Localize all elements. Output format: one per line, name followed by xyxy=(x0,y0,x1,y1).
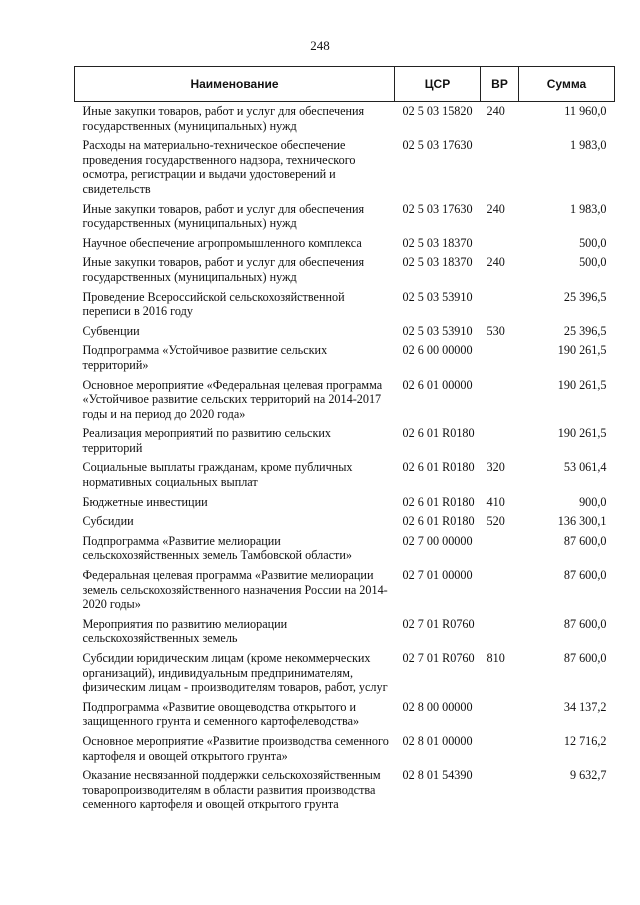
cell-csr: 02 8 01 54390 xyxy=(402,768,473,783)
cell-vr xyxy=(481,343,519,377)
cell-sum: 87 600,0 xyxy=(563,651,607,665)
cell-csr: 02 7 00 00000 xyxy=(402,533,473,548)
cell-csr: 02 5 03 18370 xyxy=(402,255,473,270)
table-row xyxy=(75,568,615,617)
budget-table xyxy=(74,66,615,817)
table-body xyxy=(75,102,615,817)
cell-vr: 410 xyxy=(486,494,505,509)
cell-name: Проведение Всероссийской сельскохозяйственной переписи в 2016 году xyxy=(82,289,345,319)
header-vr: ВР xyxy=(481,67,519,102)
cell-name: Научное обеспечение агропромышленного комплекса xyxy=(82,235,362,250)
cell-name: Субсидии юридическим лицам (кроме некоммерческих организаций), индивидуальным предпринимателям, физическим лицам - производителям товаров, работ, услуг xyxy=(82,651,388,695)
cell-csr: 02 5 03 53910 xyxy=(402,323,473,338)
cell-csr: 02 5 03 17630 xyxy=(402,138,473,153)
table-row xyxy=(75,617,615,651)
cell-vr xyxy=(481,734,519,768)
cell-vr xyxy=(481,768,519,817)
table-row xyxy=(75,138,615,201)
table-row xyxy=(75,324,615,344)
cell-sum: 53 061,4 xyxy=(563,460,607,475)
cell-csr: 02 6 01 R0180 xyxy=(402,494,475,509)
cell-sum: 900,0 xyxy=(579,494,607,509)
cell-name: Подпрограмма «Устойчивое развитие сельских территорий» xyxy=(82,343,328,372)
cell-csr: 02 5 03 53910 xyxy=(402,289,473,304)
cell-csr: 02 6 00 00000 xyxy=(402,343,473,358)
cell-name: Иные закупки товаров, работ и услуг для обеспечения государственных (муниципальных) нужд xyxy=(82,255,365,284)
header-sum: Сумма xyxy=(519,67,615,102)
cell-sum: 1 983,0 xyxy=(569,201,607,216)
cell-sum: 136 300,1 xyxy=(557,514,607,529)
cell-csr: 02 6 01 00000 xyxy=(402,377,473,392)
cell-vr: 240 xyxy=(486,201,505,216)
cell-sum: 11 960,0 xyxy=(564,104,607,118)
cell-vr: 530 xyxy=(486,323,505,338)
cell-sum: 87 600,0 xyxy=(563,533,607,548)
page-number: 248 xyxy=(310,38,330,53)
cell-vr: 810 xyxy=(486,651,505,665)
cell-sum: 500,0 xyxy=(579,255,607,270)
cell-sum: 25 396,5 xyxy=(563,323,607,338)
cell-sum: 9 632,7 xyxy=(569,768,607,783)
cell-vr xyxy=(481,236,519,256)
table-row xyxy=(75,460,615,494)
header-name: Наименование xyxy=(75,67,395,102)
cell-sum: 500,0 xyxy=(579,235,607,250)
cell-vr xyxy=(481,534,519,568)
cell-name: Социальные выплаты гражданам, кроме публичных нормативных социальных выплат xyxy=(82,460,353,490)
cell-csr: 02 5 03 18370 xyxy=(402,235,473,250)
table-row xyxy=(75,236,615,256)
cell-sum: 190 261,5 xyxy=(557,343,607,358)
table-row xyxy=(75,426,615,460)
table-header-row xyxy=(75,67,615,102)
cell-name: Оказание несвязанной поддержки сельскохозяйственным товаропроизводителям в области развития производства семенного картофеля и овощей открытого грунта xyxy=(82,768,381,812)
cell-name: Бюджетные инвестиции xyxy=(82,494,208,509)
cell-csr: 02 7 01 R0760 xyxy=(402,651,475,665)
table-row xyxy=(75,700,615,734)
cell-name: Подпрограмма «Развитие мелиорации сельскохозяйственных земель Тамбовской области» xyxy=(82,533,352,563)
cell-csr: 02 7 01 00000 xyxy=(402,568,473,583)
cell-name: Расходы на материально-техническое обеспечение проведения государственного надзора, технического осмотра, регистрации и выдачи удостоверений и свидетельств xyxy=(82,138,356,196)
cell-name: Реализация мероприятий по развитию сельских территорий xyxy=(82,426,331,455)
cell-sum: 1 983,0 xyxy=(569,138,607,153)
cell-sum: 190 261,5 xyxy=(557,377,607,392)
table-row xyxy=(75,651,615,700)
cell-sum: 25 396,5 xyxy=(563,289,607,304)
table-row xyxy=(75,290,615,324)
table-row xyxy=(75,734,615,768)
cell-vr xyxy=(481,426,519,460)
cell-vr: 240 xyxy=(486,104,505,118)
table-row xyxy=(75,768,615,817)
cell-sum: 87 600,0 xyxy=(563,616,607,631)
cell-csr: 02 8 00 00000 xyxy=(402,699,473,714)
header-csr: ЦСР xyxy=(395,67,481,102)
table-row xyxy=(75,495,615,515)
cell-name: Основное мероприятие «Федеральная целевая программа «Устойчивое развитие сельских территорий на 2014-2017 годы и на период до 2020 года» xyxy=(82,377,383,421)
cell-csr: 02 6 01 R0180 xyxy=(402,514,475,529)
cell-name: Основное мероприятие «Развитие производства семенного картофеля и овощей открытого грунта» xyxy=(82,733,389,763)
cell-csr: 02 5 03 15820 xyxy=(402,104,473,118)
cell-vr xyxy=(481,700,519,734)
table-row xyxy=(75,102,615,139)
cell-csr: 02 8 01 00000 xyxy=(402,733,473,748)
cell-vr: 320 xyxy=(486,460,505,475)
cell-vr xyxy=(481,617,519,651)
table-row xyxy=(75,343,615,377)
cell-vr: 520 xyxy=(486,514,505,529)
table-row xyxy=(75,202,615,236)
table-row xyxy=(75,255,615,289)
cell-vr xyxy=(481,568,519,617)
cell-name: Иные закупки товаров, работ и услуг для обеспечения государственных (муниципальных) нужд xyxy=(82,104,365,133)
cell-csr: 02 6 01 R0180 xyxy=(402,460,475,475)
cell-name: Субсидии xyxy=(82,514,134,529)
cell-csr: 02 7 01 R0760 xyxy=(402,616,475,631)
cell-name: Иные закупки товаров, работ и услуг для обеспечения государственных (муниципальных) нужд xyxy=(82,201,365,231)
cell-name: Подпрограмма «Развитие овощеводства открытого и защищенного грунта и семенного картофелеводства» xyxy=(82,699,360,729)
cell-csr: 02 6 01 R0180 xyxy=(402,426,475,441)
cell-sum: 12 716,2 xyxy=(563,733,607,748)
cell-csr: 02 5 03 17630 xyxy=(402,201,473,216)
cell-sum: 87 600,0 xyxy=(563,568,607,583)
cell-sum: 34 137,2 xyxy=(563,699,607,714)
cell-vr xyxy=(481,290,519,324)
table-row xyxy=(75,514,615,534)
cell-name: Федеральная целевая программа «Развитие мелиорации земель сельскохозяйственного назначения России на 2014-2020 годы» xyxy=(82,568,388,612)
cell-name: Мероприятия по развитию мелиорации сельскохозяйственных земель xyxy=(82,616,288,646)
cell-vr: 240 xyxy=(486,255,505,270)
cell-name: Субвенции xyxy=(82,323,140,338)
cell-vr xyxy=(481,138,519,201)
table-row xyxy=(75,378,615,427)
table-row xyxy=(75,534,615,568)
cell-sum: 190 261,5 xyxy=(557,426,607,441)
cell-vr xyxy=(481,378,519,427)
